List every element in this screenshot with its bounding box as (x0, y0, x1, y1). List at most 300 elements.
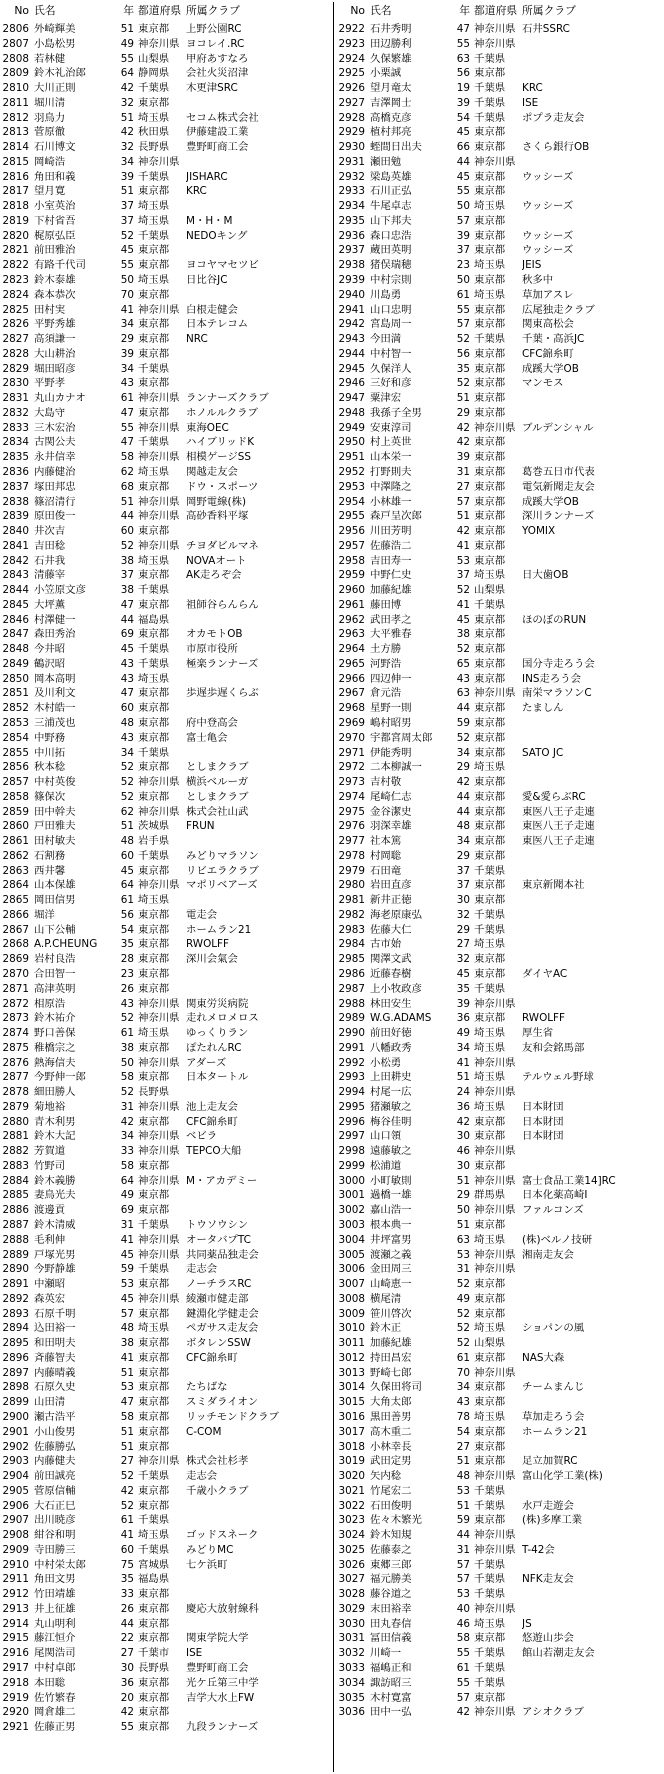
entry-no: 2832 (2, 406, 29, 419)
club: JISHARC (186, 170, 228, 183)
runner-age: 44 (456, 1529, 470, 1542)
runner-age: 49 (120, 37, 134, 50)
club: 成蹊大学OB (522, 362, 579, 375)
prefecture: 東京都 (138, 1632, 170, 1645)
runner-name: 中村智一 (370, 347, 412, 360)
club (522, 539, 664, 554)
table-row (2, 1351, 332, 1366)
club (522, 1085, 664, 1100)
runner-age: 31 (456, 1543, 470, 1556)
table-row (2, 450, 332, 465)
entry-no: 3005 (338, 1248, 365, 1261)
runner-age: 43 (120, 731, 134, 744)
prefecture: 東京都 (474, 1691, 506, 1704)
club: 東海OEC (186, 421, 229, 434)
entry-no: 2932 (338, 170, 365, 183)
prefecture: 東京都 (138, 23, 170, 35)
prefecture: 東京都 (138, 1278, 170, 1291)
runner-age: 42 (456, 776, 470, 789)
runner-age: 48 (456, 820, 470, 833)
prefecture: 千葉県 (474, 1558, 506, 1571)
runner-name: 石川正弘 (370, 185, 412, 198)
left-column (2, 0, 332, 1734)
runner-age: 61 (456, 1351, 470, 1364)
runner-age: 29 (456, 1189, 470, 1202)
prefecture: 東京都 (474, 657, 506, 670)
prefecture: 神奈川県 (474, 1174, 516, 1187)
table-row (338, 52, 664, 67)
runner-age: 38 (456, 628, 470, 641)
prefecture: 静岡県 (138, 67, 170, 80)
runner-name: 羽深幸雄 (370, 820, 412, 833)
entry-no: 2972 (338, 761, 365, 774)
runner-name: 鈴木大記 (34, 1130, 76, 1143)
entry-no: 2982 (338, 908, 365, 921)
table-row (338, 1691, 664, 1706)
table-row (338, 1085, 664, 1100)
table-row (338, 878, 664, 893)
club: 共同薬品独走会 (186, 1248, 259, 1261)
runner-age: 41 (456, 1056, 470, 1069)
entry-no: 3011 (338, 1337, 365, 1350)
prefecture: 埼玉県 (138, 200, 170, 213)
prefecture: 神奈川県 (474, 23, 516, 35)
entry-no: 2915 (2, 1632, 29, 1645)
prefecture: 東京都 (138, 1366, 170, 1379)
entry-no: 3008 (338, 1292, 365, 1305)
club (522, 849, 664, 864)
entry-no: 2998 (338, 1145, 365, 1158)
runner-name: 山下邦夫 (370, 214, 412, 227)
runner-name: 宇都宮周太郎 (370, 731, 433, 744)
prefecture: 山梨県 (474, 1337, 506, 1350)
runner-age: 53 (120, 1381, 134, 1394)
table-row (2, 1395, 332, 1410)
runner-name: 安東淳司 (370, 421, 412, 434)
entry-no: 3020 (338, 1470, 365, 1483)
club: NFK走友会 (522, 1573, 574, 1586)
prefecture: 千葉県 (474, 864, 506, 877)
entry-no: 2976 (338, 820, 365, 833)
runner-age: 52 (120, 761, 134, 774)
table-row (2, 1321, 332, 1336)
entry-no: 2990 (338, 1027, 365, 1040)
runner-name: 三好和彦 (370, 377, 412, 390)
runner-name: 武田孝之 (370, 613, 412, 626)
club (522, 1218, 664, 1233)
runner-name: 竹野司 (34, 1159, 66, 1172)
club: 日本財団 (522, 1100, 564, 1113)
club: 祖師谷らんらん (186, 598, 259, 611)
club: ノーチラスRC (186, 1278, 252, 1291)
club: アシオクラブ (522, 1706, 584, 1719)
table-row (338, 908, 664, 923)
table-row (2, 1484, 332, 1499)
runner-name: 石田俊明 (370, 1499, 412, 1512)
table-row (2, 96, 332, 111)
prefecture: 埼玉県 (138, 1027, 170, 1040)
runner-age: 70 (120, 288, 134, 301)
prefecture: 東京都 (474, 495, 506, 508)
runner-age: 49 (456, 1027, 470, 1040)
club: 愛&愛らぶRC (522, 790, 586, 803)
club: 東医八王子走連 (522, 805, 595, 818)
entry-no: 2953 (338, 480, 365, 493)
prefecture: 東京都 (138, 1337, 170, 1350)
table-row (338, 716, 664, 731)
runner-age: 52 (120, 1470, 134, 1483)
club: 慶応大放射線科 (186, 1602, 259, 1615)
runner-name: 川島勇 (370, 288, 402, 301)
runner-age: 52 (456, 333, 470, 346)
club (522, 864, 664, 879)
prefecture: 東京都 (474, 141, 506, 154)
runner-age: 22 (120, 1632, 134, 1645)
club: NAS大森 (522, 1351, 565, 1364)
runner-age: 38 (120, 584, 134, 597)
table-row (338, 184, 664, 199)
table-row (338, 111, 664, 126)
runner-age: 39 (456, 997, 470, 1010)
runner-age: 31 (456, 465, 470, 478)
runner-age: 39 (120, 170, 134, 183)
club: ヨコレイ.RC (186, 37, 245, 50)
runner-age: 42 (120, 1115, 134, 1128)
prefecture: 東京都 (474, 1159, 506, 1172)
prefecture: 東京都 (474, 1425, 506, 1438)
runner-age: 35 (120, 938, 134, 951)
prefecture: 千葉県 (474, 982, 506, 995)
entry-no: 2908 (2, 1529, 29, 1542)
entry-no: 2899 (2, 1396, 29, 1409)
runner-age: 51 (456, 510, 470, 523)
club (522, 1262, 664, 1277)
runner-age: 31 (120, 1219, 134, 1232)
runner-name: 前田誠亮 (34, 1470, 76, 1483)
table-row (2, 1115, 332, 1130)
club: 歩遅歩遅くらぶ (186, 687, 259, 700)
prefecture: 埼玉県 (474, 1071, 506, 1084)
entry-no: 2898 (2, 1381, 29, 1394)
entry-no: 3030 (338, 1617, 365, 1630)
table-row (2, 937, 332, 952)
club (522, 982, 664, 997)
club: 相模ゲージSS (186, 451, 251, 464)
runner-name: 小林雄一 (370, 495, 412, 508)
club: 関東労災病院 (186, 997, 249, 1010)
club: 綾瀬市健走部 (186, 1292, 249, 1305)
table-row (338, 598, 664, 613)
table-row (338, 229, 664, 244)
table-row (338, 406, 664, 421)
runner-name: 大平雅春 (370, 628, 412, 641)
entry-no: 3023 (338, 1514, 365, 1527)
prefecture: 東京都 (474, 1455, 506, 1468)
runner-age: 27 (456, 480, 470, 493)
club: 高砂香料平塚 (186, 510, 249, 523)
entry-no: 2816 (2, 170, 29, 183)
prefecture: 神奈川県 (474, 1056, 516, 1069)
table-row (2, 568, 332, 583)
prefecture: 千葉県 (474, 908, 506, 921)
entry-no: 2856 (2, 761, 29, 774)
table-row (2, 672, 332, 687)
runner-age: 50 (456, 274, 470, 287)
runner-name: 丸山明利 (34, 1617, 76, 1630)
runner-age: 38 (120, 1337, 134, 1350)
club (522, 1307, 664, 1322)
entry-no: 2901 (2, 1425, 29, 1438)
entry-no: 2917 (2, 1661, 29, 1674)
runner-age: 75 (120, 1558, 134, 1571)
table-row (2, 1129, 332, 1144)
runner-name: 久保洋人 (370, 362, 412, 375)
club: 鍵淵化学健走会 (186, 1307, 259, 1320)
prefecture: 神奈川県 (474, 1145, 516, 1158)
entry-no: 2985 (338, 953, 365, 966)
runner-age: 32 (456, 908, 470, 921)
runner-age: 53 (120, 1278, 134, 1291)
prefecture: 東京都 (138, 525, 170, 538)
club (186, 96, 332, 111)
club: ぽたれんRC (186, 1041, 242, 1054)
prefecture: 埼玉県 (474, 1410, 506, 1423)
right-rows (338, 22, 664, 1720)
entry-no: 3027 (338, 1573, 365, 1586)
prefecture: 千葉県 (138, 1543, 170, 1556)
prefecture: 東京都 (138, 628, 170, 641)
table-row (2, 1617, 332, 1632)
prefecture: 神奈川県 (474, 687, 516, 700)
table-row (338, 1188, 664, 1203)
club: 九段ランナーズ (186, 1721, 259, 1734)
entry-no: 2922 (338, 23, 365, 35)
prefecture: 神奈川県 (474, 37, 516, 50)
runner-name: 土方勝 (370, 643, 402, 656)
entry-no: 2870 (2, 968, 29, 980)
entry-no: 2924 (338, 52, 365, 65)
prefecture: 千葉県 (474, 1661, 506, 1674)
runner-name: 岩田直彦 (370, 879, 412, 892)
runner-age: 32 (120, 96, 134, 109)
runner-name: 石川博文 (34, 141, 76, 154)
table-row (338, 834, 664, 849)
club: 東医八王子走連 (522, 835, 595, 848)
table-row (338, 1115, 664, 1130)
entry-no: 2831 (2, 392, 29, 405)
runner-name: 梶原弘臣 (34, 229, 76, 242)
table-row (338, 1011, 664, 1026)
club: ファルコンズ (522, 1204, 584, 1217)
entry-no: 2813 (2, 126, 29, 139)
runner-name: 村上英世 (370, 436, 412, 449)
runner-name: 小島松男 (34, 37, 76, 50)
runner-name: 戸田雅夫 (34, 820, 76, 833)
runner-age: 63 (456, 52, 470, 65)
entry-no: 2970 (338, 731, 365, 744)
table-row (2, 421, 332, 436)
runner-age: 37 (120, 214, 134, 227)
entry-no: 2995 (338, 1100, 365, 1113)
entry-no: 3019 (338, 1455, 365, 1468)
table-row (2, 258, 332, 273)
club (522, 450, 664, 465)
runner-name: 松浦道 (370, 1159, 402, 1172)
prefecture: 東京都 (138, 1425, 170, 1438)
runner-name: 末田裕幸 (370, 1602, 412, 1615)
prefecture: 東京都 (474, 790, 506, 803)
runner-name: 海老原康弘 (370, 908, 422, 921)
entry-no: 2890 (2, 1263, 29, 1276)
table-row (338, 1056, 664, 1071)
entry-no: 2872 (2, 997, 29, 1010)
club: 電走会 (186, 908, 218, 921)
runner-name: 塚田邦忠 (34, 480, 76, 493)
prefecture: 千葉県 (138, 82, 170, 95)
club (186, 347, 332, 362)
runner-name: 大川正則 (34, 82, 76, 95)
entry-no: 3029 (338, 1602, 365, 1615)
runner-name: 加藤紀雄 (370, 1337, 412, 1350)
runner-name: 我孫子全男 (370, 406, 422, 419)
runner-age: 52 (456, 1322, 470, 1335)
entry-no: 2962 (338, 613, 365, 626)
club: YOMIX (522, 525, 556, 538)
runner-name: 藤江恒介 (34, 1632, 76, 1645)
table-row (2, 1676, 332, 1691)
club (522, 716, 664, 731)
table-row (338, 1676, 664, 1691)
runner-name: 山本栄一 (370, 451, 412, 464)
prefecture: 東京都 (474, 835, 506, 848)
prefecture: 東京都 (474, 1632, 506, 1645)
club (522, 937, 664, 952)
club: リビエラクラブ (186, 864, 259, 877)
runner-age: 36 (120, 1676, 134, 1689)
entry-no: 2830 (2, 377, 29, 390)
table-row (338, 1218, 664, 1233)
entry-no: 2921 (2, 1721, 29, 1734)
table-row (2, 1100, 332, 1115)
header-row (2, 0, 332, 22)
runner-name: 岡本高明 (34, 672, 76, 685)
entry-no: 2865 (2, 894, 29, 907)
runner-name: 望月竜太 (370, 82, 412, 95)
prefecture: 東京都 (474, 968, 506, 980)
prefecture: 岩手県 (138, 835, 170, 848)
runner-age: 27 (456, 938, 470, 951)
table-row (2, 834, 332, 849)
runner-age: 44 (120, 613, 134, 626)
club (522, 583, 664, 598)
column-divider (333, 2, 334, 1772)
entry-no: 2871 (2, 982, 29, 995)
entry-no: 2943 (338, 333, 365, 346)
prefecture: 東京都 (138, 1484, 170, 1497)
prefecture: 東京都 (138, 864, 170, 877)
runner-name: 石井秀明 (370, 23, 412, 35)
table-row (2, 893, 332, 908)
runner-age: 47 (120, 406, 134, 419)
prefecture: 千葉県 (138, 1514, 170, 1527)
runner-age: 51 (456, 1219, 470, 1232)
table-row (2, 140, 332, 155)
table-row (338, 524, 664, 539)
runner-name: 猪俣瑞穂 (370, 259, 412, 272)
entry-no: 2855 (2, 746, 29, 759)
runner-name: 田辺勝利 (370, 37, 412, 50)
table-row (2, 657, 332, 672)
club: 走志会 (186, 1263, 218, 1276)
prefecture: 東京都 (474, 628, 506, 641)
entry-no: 2836 (2, 465, 29, 478)
table-row (2, 1174, 332, 1189)
prefecture: 東京都 (138, 1307, 170, 1320)
runner-name: 大山耕治 (34, 347, 76, 360)
prefecture: 埼玉県 (474, 1100, 506, 1113)
table-row (338, 701, 664, 716)
table-row (338, 1469, 664, 1484)
prefecture: 東京都 (474, 436, 506, 449)
club: としまクラブ (186, 761, 249, 774)
entry-no: 2906 (2, 1499, 29, 1512)
runner-name: 和田明夫 (34, 1337, 76, 1350)
runner-age: 34 (456, 746, 470, 759)
entry-no: 3026 (338, 1558, 365, 1571)
runner-name: 今田満 (370, 333, 402, 346)
runner-age: 57 (456, 495, 470, 508)
club (522, 1587, 664, 1602)
runner-age: 51 (120, 495, 134, 508)
runner-age: 51 (120, 185, 134, 198)
club (186, 893, 332, 908)
entry-no: 2941 (338, 303, 365, 316)
entry-no: 3021 (338, 1484, 365, 1497)
entry-no: 2833 (2, 421, 29, 434)
club: 厚生省 (522, 1027, 554, 1040)
entry-no: 2957 (338, 539, 365, 552)
club: さくら銀行OB (522, 141, 590, 154)
entry-no: 2885 (2, 1189, 29, 1202)
club (186, 672, 332, 687)
entry-no: 2814 (2, 141, 29, 154)
prefecture: 東京都 (474, 820, 506, 833)
runner-name: 渡邊貢 (34, 1204, 66, 1217)
club (522, 923, 664, 938)
club (522, 642, 664, 657)
table-row (2, 362, 332, 377)
runner-name: 村尾一広 (370, 1086, 412, 1099)
entry-no: 2969 (338, 716, 365, 729)
runner-age: 52 (456, 731, 470, 744)
club: みどりMC (186, 1543, 234, 1556)
club: CFC錦糸町 (186, 1115, 238, 1128)
club: ウッシーズ (522, 229, 574, 242)
club: 深川会氣会 (186, 953, 238, 966)
club (186, 746, 332, 761)
table-row (338, 1454, 664, 1469)
runner-name: 内藤晴義 (34, 1366, 76, 1379)
table-row (2, 81, 332, 96)
entry-no: 2988 (338, 997, 365, 1010)
prefecture: 神奈川県 (138, 879, 180, 892)
runner-name: 持田昌宏 (370, 1351, 412, 1364)
prefecture: 東京都 (474, 480, 506, 493)
entry-no: 2983 (338, 923, 365, 936)
table-row (338, 376, 664, 391)
entry-no: 2993 (338, 1071, 365, 1084)
table-row (2, 760, 332, 775)
